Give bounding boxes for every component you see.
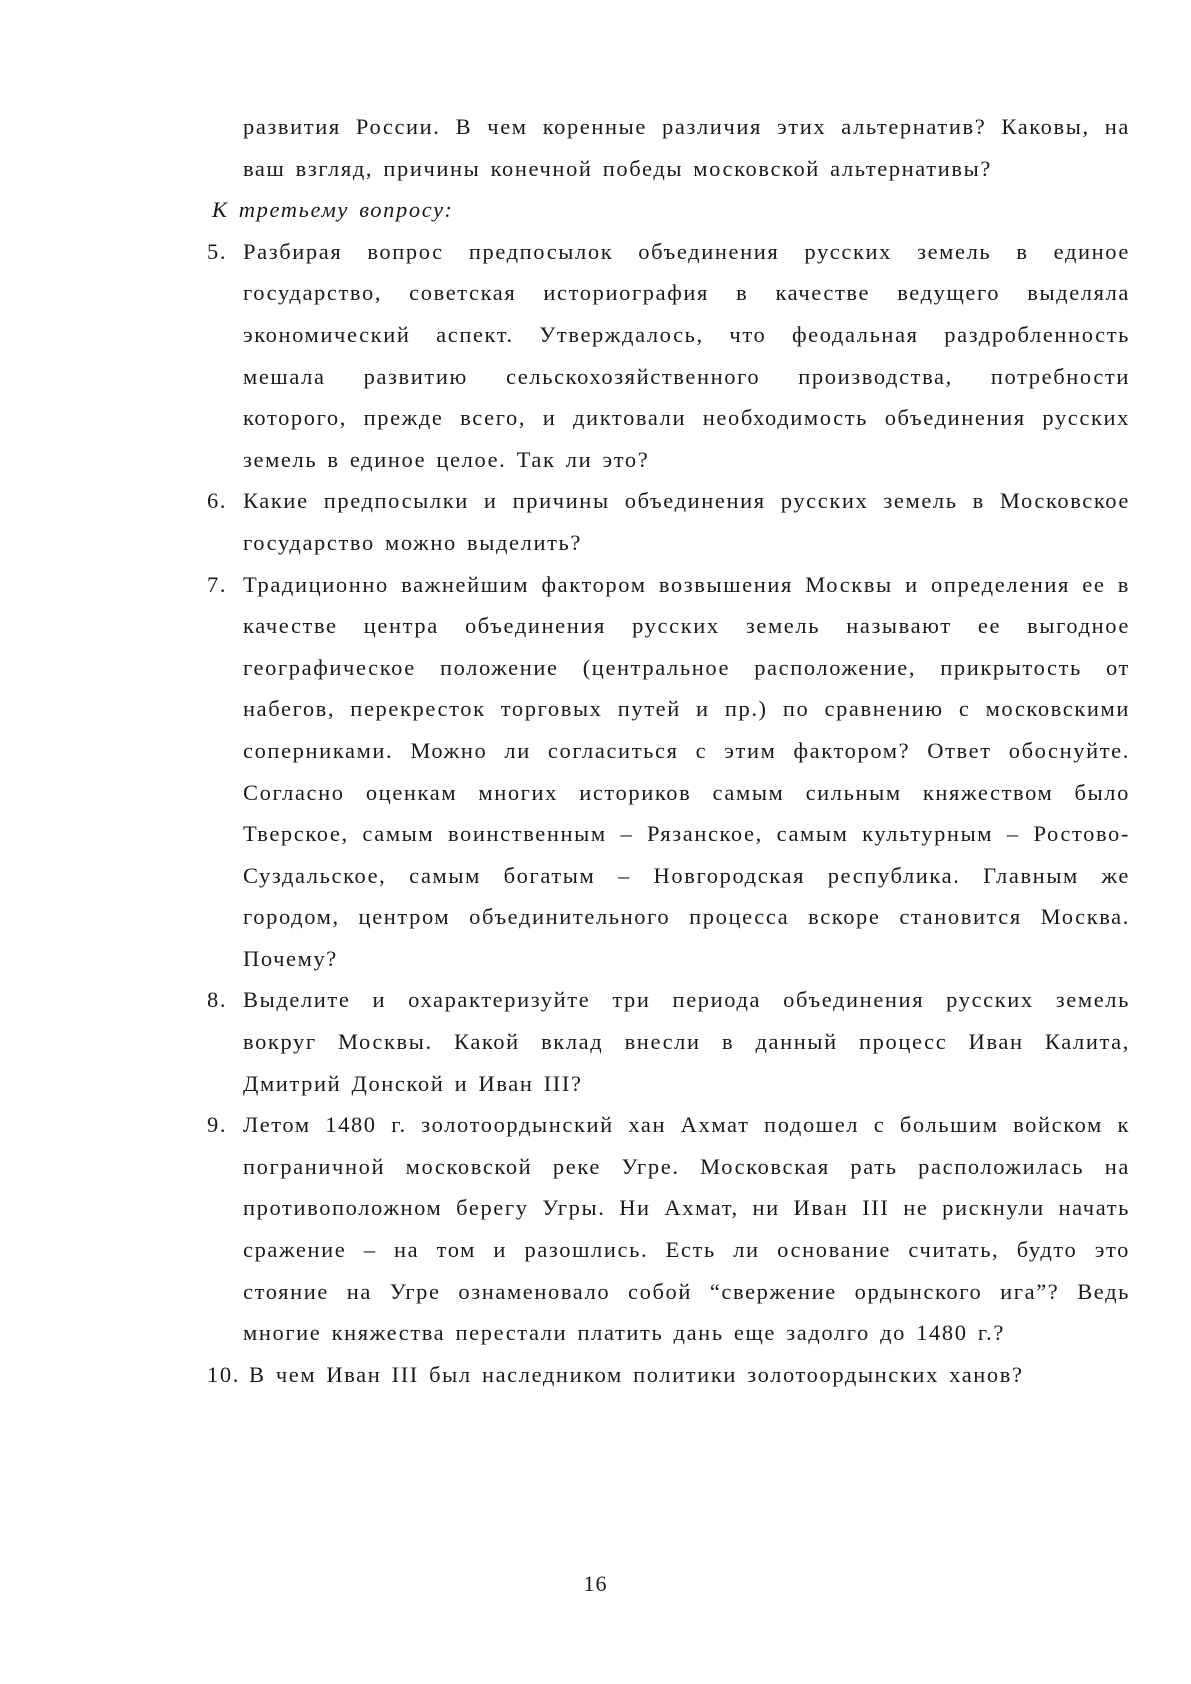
- question-number: 5.: [207, 238, 228, 264]
- question-item-10: [207, 1354, 1130, 1396]
- intro-paragraph: развития России. В чем коренные различия этих альтернатив? Каковы, на ваш взгляд, причины конечной победы московской альтернативы?: [243, 114, 1130, 181]
- page-body: [207, 106, 1130, 1395]
- question-text: В чем Иван III был наследником политики золотоордынских ханов?: [249, 1361, 1024, 1387]
- question-text: Летом 1480 г. золотоордынский хан Ахмат подошел с большим войском к пограничной московской реке Угре. Московская рать расположилась на противоположном берегу Угры. Ни Ахмат, ни Иван III не рискнули начать сражение – на том и разошлись. Есть ли основание считать, будто это стояние на Угре ознаменовало собой “свержение ордынского ига”? Ведь многие княжества перестали платить дань еще задолго до 1480 г.?: [243, 1112, 1130, 1346]
- question-text: Разбирая вопрос предпосылок объединения русских земель в единое государство, советская историография в качестве ведущего выделяла экономический аспект. Утверждалось, что феодальная раздробленность мешала развитию сельскохозяйственного производства, потребности которого, прежде всего, и диктовали необходимость объединения русских земель в единое целое. Так ли это?: [243, 238, 1130, 472]
- question-item-7: [207, 564, 1130, 980]
- question-number: 7.: [207, 571, 228, 597]
- question-number: 9.: [207, 1112, 228, 1138]
- question-text: Какие предпосылки и причины объединения русских земель в Московское государство можно выделить?: [243, 488, 1130, 555]
- section-heading: К третьему вопросу:: [212, 197, 454, 223]
- question-item-8: [207, 979, 1130, 1104]
- page-number: 16: [583, 1571, 608, 1596]
- question-number: 8.: [207, 987, 228, 1013]
- question-text: Традиционно важнейшим фактором возвышения Москвы и определения ее в качестве центра объединения русских земель называют ее выгодное географическое положение (центральное расположение, прикрытость от набегов, перекресток торговых путей и пр.) по сравнению с московскими соперниками. Можно ли согласиться с этим фактором? Ответ обоснуйте. Согласно оценкам многих историков самым сильным княжеством было Тверское, самым воинственным – Рязанское, самым культурным – Ростово-Суздальское, самым богатым – Новгородская республика. Главным же городом, центром объединительного процесса вскоре становится Москва. Почему?: [243, 571, 1130, 971]
- question-item-5: [207, 231, 1130, 481]
- question-item-9: [207, 1104, 1130, 1354]
- question-number: 10.: [207, 1361, 240, 1387]
- question-item-6: [207, 480, 1130, 563]
- question-text: Выделите и охарактеризуйте три периода объединения русских земель вокруг Москвы. Какой вклад внесли в данный процесс Иван Калита, Дмитрий Донской и Иван III?: [243, 987, 1130, 1096]
- question-number: 6.: [207, 488, 228, 514]
